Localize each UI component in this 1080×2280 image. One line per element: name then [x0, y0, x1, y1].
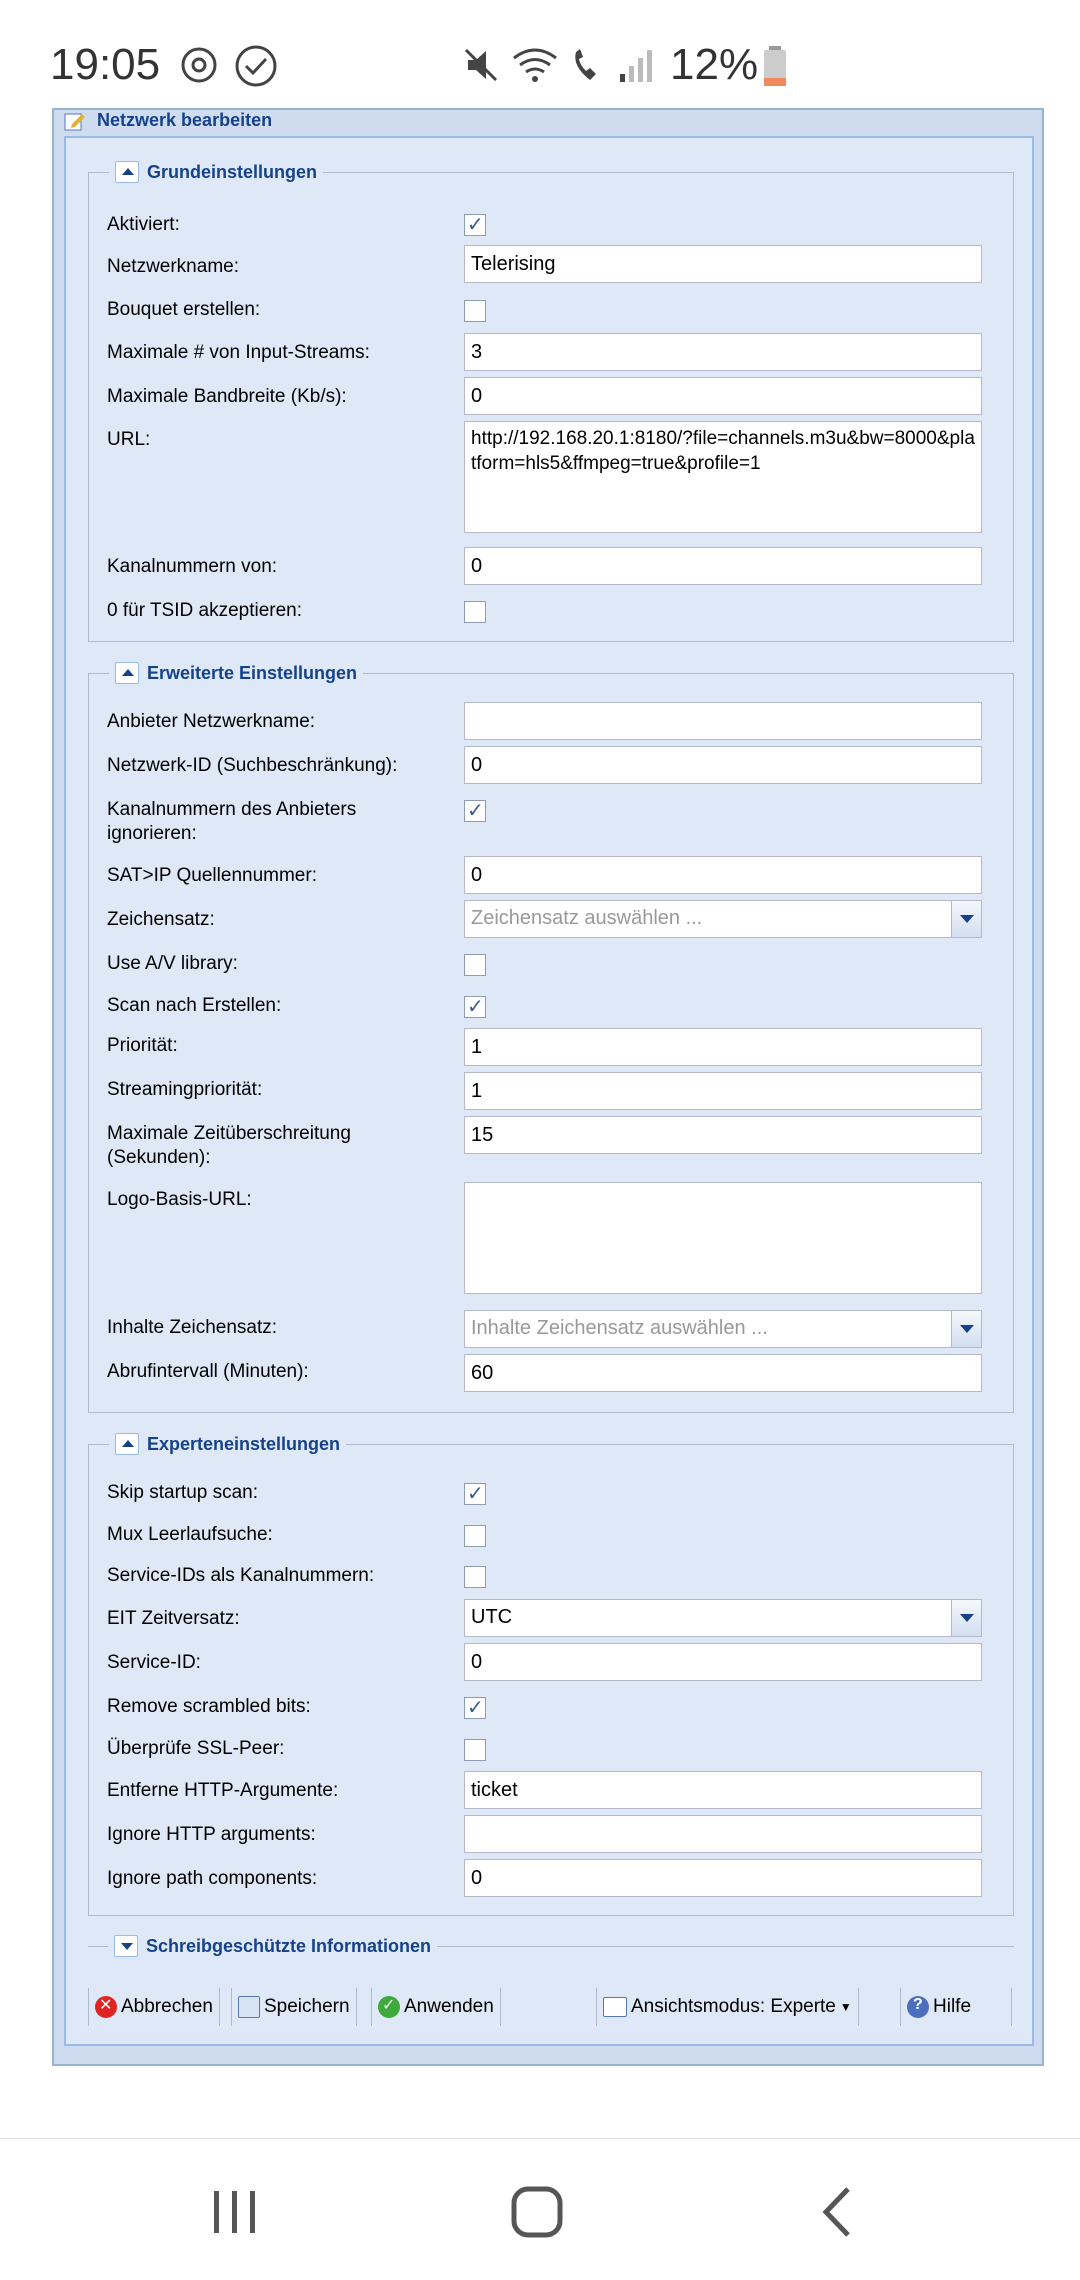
- priority-label: Priorität:: [107, 1035, 178, 1056]
- max-bandwidth-input[interactable]: 0: [464, 377, 982, 415]
- avlib-label: Use A/V library:: [107, 953, 238, 974]
- stream-priority-input[interactable]: 1: [464, 1072, 982, 1110]
- rm-http-input[interactable]: ticket: [464, 1771, 982, 1809]
- ignore-chnum-label: Kanalnummern des Anbieters ignorieren:: [107, 799, 357, 844]
- home-icon[interactable]: [510, 2185, 564, 2239]
- legend-expert[interactable]: [109, 1431, 346, 1457]
- netname-label: Netzwerkname:: [107, 256, 239, 277]
- timeout-input[interactable]: 15: [464, 1116, 982, 1154]
- rm-http-label: Entferne HTTP-Argumente:: [107, 1780, 339, 1801]
- bouquet-label: Bouquet erstellen:: [107, 299, 261, 320]
- tsid-checkbox[interactable]: [464, 601, 486, 623]
- logo-url-label: Logo-Basis-URL:: [107, 1189, 252, 1210]
- apply-label: Anwenden: [404, 1996, 494, 2017]
- max-bandwidth-label: Maximale Bandbreite (Kb/s):: [107, 386, 347, 407]
- fieldset-readonly: [88, 1935, 1014, 1956]
- chnum-label: Kanalnummern von:: [107, 556, 278, 577]
- skip-scan-label: Skip startup scan:: [107, 1482, 259, 1503]
- max-streams-input[interactable]: 3: [464, 333, 982, 371]
- mux-idle-checkbox[interactable]: [464, 1525, 486, 1547]
- edit-icon: [64, 110, 86, 132]
- content-charset-placeholder: Inhalte Zeichensatz auswählen ...: [471, 1317, 768, 1339]
- service-id-input[interactable]: 0: [464, 1643, 982, 1681]
- ign-http-input[interactable]: [464, 1815, 982, 1853]
- legend-advanced[interactable]: [109, 660, 363, 686]
- legend-basic[interactable]: [109, 159, 323, 185]
- scan-label: Scan nach Erstellen:: [107, 995, 282, 1016]
- skip-scan-checkbox[interactable]: [464, 1483, 486, 1505]
- mute-icon: [460, 44, 502, 86]
- help-button[interactable]: [900, 1988, 1012, 2026]
- legend-basic-title: Grundeinstellungen: [147, 161, 318, 182]
- wifi-call-icon: [568, 44, 612, 86]
- ignore-chnum-checkbox[interactable]: [464, 800, 486, 822]
- collapse-icon[interactable]: [115, 1433, 139, 1455]
- cancel-label: Abbrechen: [121, 1996, 213, 2017]
- signal-icon: [616, 44, 658, 86]
- status-time: 19:05: [50, 40, 161, 89]
- ign-http-label: Ignore HTTP arguments:: [107, 1824, 316, 1845]
- legend-readonly-title: Schreibgeschützte Informationen: [146, 1935, 432, 1956]
- enabled-checkbox[interactable]: [464, 214, 486, 236]
- window-title: [64, 110, 272, 134]
- satip-label: SAT>IP Quellennummer:: [107, 865, 317, 886]
- caret-down-icon: ▼: [839, 2000, 852, 2014]
- netname-input[interactable]: Telerising: [464, 245, 982, 283]
- help-label: Hilfe: [933, 1996, 972, 2017]
- content-charset-select[interactable]: [464, 1310, 982, 1348]
- tsid-label: 0 für TSID akzeptieren:: [107, 600, 303, 621]
- mux-idle-label: Mux Leerlaufsuche:: [107, 1524, 273, 1545]
- stream-priority-label: Streamingpriorität:: [107, 1079, 263, 1100]
- sid-chnum-checkbox[interactable]: [464, 1566, 486, 1588]
- max-streams-label: Maximale # von Input-Streams:: [107, 342, 370, 363]
- window-title-text: Netzwerk bearbeiten: [97, 110, 273, 130]
- fieldset-expert: [88, 1433, 1014, 1916]
- charset-placeholder: Zeichensatz auswählen ...: [471, 907, 703, 929]
- cancel-button[interactable]: [88, 1988, 220, 2026]
- legend-readonly[interactable]: [108, 1933, 437, 1959]
- eit-select[interactable]: [464, 1599, 982, 1637]
- check-circle-icon: [234, 44, 278, 88]
- battery-icon: [760, 44, 790, 88]
- bouquet-checkbox[interactable]: [464, 300, 486, 322]
- scrambled-checkbox[interactable]: [464, 1697, 486, 1719]
- charset-select[interactable]: [464, 900, 982, 938]
- chevron-down-icon[interactable]: [951, 1311, 981, 1347]
- apply-button[interactable]: [371, 1988, 501, 2026]
- android-nav-bar: [0, 2138, 1080, 2280]
- ssl-peer-label: Überprüfe SSL-Peer:: [107, 1738, 285, 1759]
- interval-label: Abrufintervall (Minuten):: [107, 1361, 309, 1382]
- url-label: URL:: [107, 429, 151, 450]
- timeout-label: Maximale Zeitüberschreitung (Sekunden):: [107, 1123, 351, 1168]
- form-panel: [64, 136, 1034, 2046]
- provider-netname-input[interactable]: [464, 702, 982, 740]
- service-id-label: Service-ID:: [107, 1652, 201, 1673]
- network-id-label: Netzwerk-ID (Suchbeschränkung):: [107, 755, 398, 776]
- content-charset-label: Inhalte Zeichensatz:: [107, 1317, 278, 1338]
- save-icon: [238, 1996, 260, 2018]
- save-label: Speichern: [264, 1996, 350, 2017]
- edit-network-window: [52, 108, 1044, 2066]
- url-textarea[interactable]: http://192.168.20.1:8180/?file=channels.m3u&bw=8000&platform=hls5&ffmpeg=true&profile=1: [464, 421, 982, 533]
- collapse-icon[interactable]: [115, 161, 139, 183]
- expand-icon[interactable]: [114, 1935, 138, 1957]
- eit-value: UTC: [471, 1606, 513, 1628]
- ign-path-label: Ignore path components:: [107, 1868, 318, 1889]
- ssl-peer-checkbox[interactable]: [464, 1739, 486, 1761]
- apply-icon: [378, 1996, 400, 2018]
- bottom-toolbar: [88, 1988, 1014, 2026]
- view-mode-label: Ansichtsmodus: Experte: [631, 1996, 836, 2017]
- avlib-checkbox[interactable]: [464, 954, 486, 976]
- interval-input[interactable]: 60: [464, 1354, 982, 1392]
- chevron-down-icon[interactable]: [951, 901, 981, 937]
- logo-url-textarea[interactable]: [464, 1182, 982, 1294]
- sid-chnum-label: Service-IDs als Kanalnummern:: [107, 1565, 375, 1586]
- fieldset-advanced: [88, 662, 1014, 1413]
- network-id-input[interactable]: 0: [464, 746, 982, 784]
- wifi-icon: [510, 44, 560, 86]
- ign-path-input[interactable]: 0: [464, 1859, 982, 1897]
- provider-netname-label: Anbieter Netzwerkname:: [107, 711, 316, 732]
- fieldset-basic: [88, 161, 1014, 642]
- battery-percentage: 12%: [670, 40, 759, 89]
- chevron-down-icon[interactable]: [951, 1600, 981, 1636]
- collapse-icon[interactable]: [115, 662, 139, 684]
- enabled-label: Aktiviert:: [107, 214, 180, 235]
- legend-advanced-title: Erweiterte Einstellungen: [147, 662, 358, 683]
- priority-input[interactable]: 1: [464, 1028, 982, 1066]
- help-icon: [907, 1996, 929, 2018]
- eit-label: EIT Zeitversatz:: [107, 1608, 240, 1629]
- save-button[interactable]: [231, 1988, 357, 2026]
- scrambled-label: Remove scrambled bits:: [107, 1696, 311, 1717]
- charset-label: Zeichensatz:: [107, 909, 215, 930]
- back-icon[interactable]: [818, 2185, 858, 2239]
- view-mode-button[interactable]: [596, 1988, 859, 2026]
- cancel-icon: [95, 1996, 117, 2018]
- scan-checkbox[interactable]: [464, 996, 486, 1018]
- satip-input[interactable]: 0: [464, 856, 982, 894]
- sync-icon: [178, 44, 220, 86]
- status-bar: [0, 0, 1080, 110]
- recent-apps-icon[interactable]: [210, 2187, 260, 2237]
- legend-expert-title: Experteneinstellungen: [147, 1433, 341, 1454]
- chnum-input[interactable]: 0: [464, 547, 982, 585]
- view-mode-icon: [603, 1997, 627, 2017]
